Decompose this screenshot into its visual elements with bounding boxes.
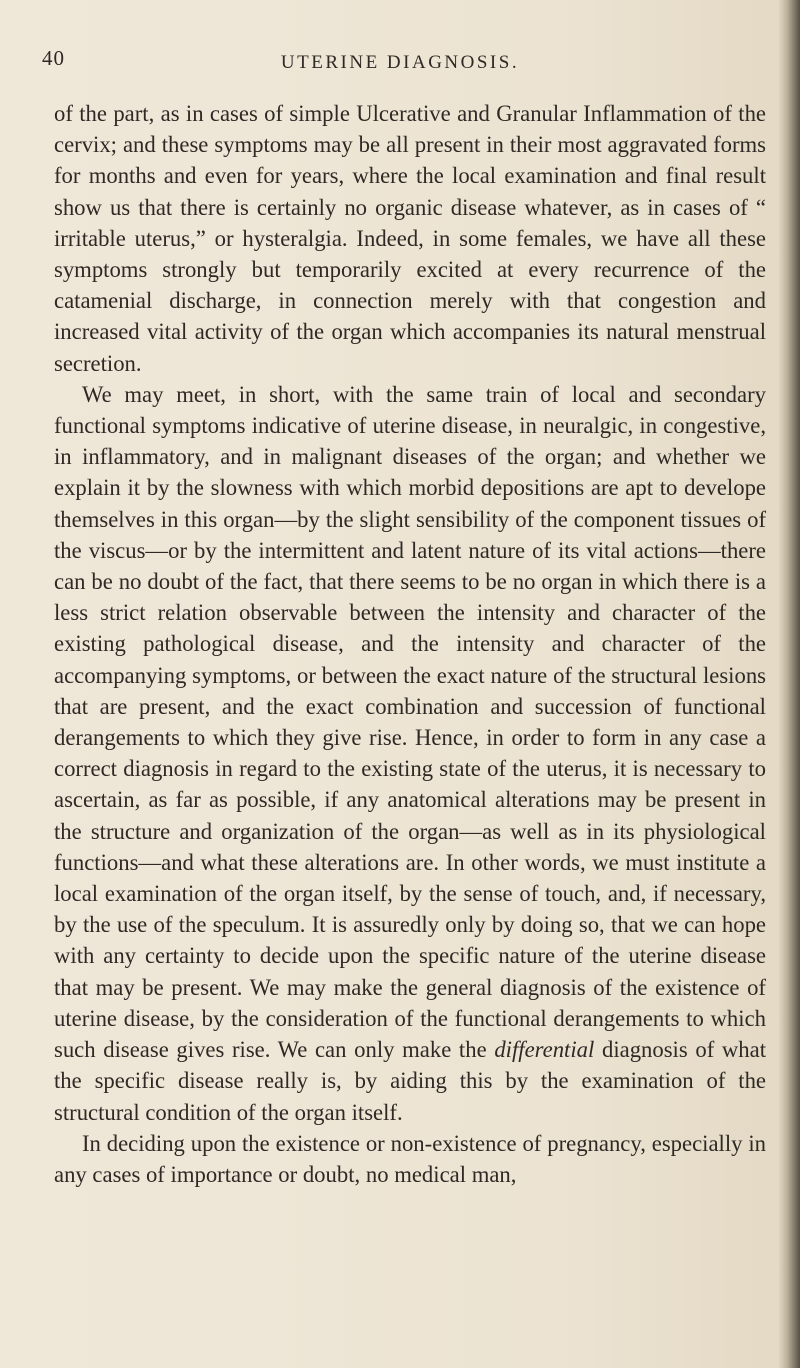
running-title: UTERINE DIAGNOSIS. — [280, 52, 520, 73]
emphasis-differential: differential — [494, 1037, 595, 1063]
paragraph-2-text: We may meet, in short, with the same train of local and secondary functional symptoms indicative of uterine disease, in neuralgic, in congestive, in inflammatory, and in malignant diseases of the organ; and whether we explain it by the slowness with which morbid depositions are apt to develope themselves in this organ—by the slight sensibility of the component tissues of the viscus—or by the intermittent and latent nature of its vital actions—there can be no doubt of the fact, that there seems to be no organ in which there is a less strict relation observable between the intensity and character of the existing pathological disease, and the intensity and character of the accompanying symptoms, or between the exact nature of the structural lesions that are present, and the exact combination and succession of functional derangements to which they give rise. Hence, in order to form in any case a correct diagnosis in regard to the existing state of the uterus, it is necessary to ascertain, as far as possible, if any anatomical alterations may be present in the structure and organization of the organ—as well as in its physiological functions—and what these alterations are. In other words, we must institute a local examination of the organ itself, by the sense of touch, and, if necessary, by the use of the speculum. It is assuredly only by doing so, that we can hope with any certainty to decide upon the specific nature of the uterine disease that may be present. We may make the general diagnosis of the existence of uterine disease, by the consideration of the functional derangements to which such disease gives rise. We can only make the — [54, 381, 766, 1063]
paragraph-1: of the part, as in cases of simple Ulcerative and Granular Inflammation of the cervix; and these symptoms may be all present in their most aggravated forms for months and even for years, where the local examination and final result show us that there is certainly no organic disease whatever, as in cases of “ irritable uterus,” or hysteralgia. Indeed, in some females, we have all these symptoms strongly but temporarily excited at every recurrence of the catamenial discharge, in connection merely with that congestion and increased vital activity of the organ which accompanies its natural menstrual secretion. — [54, 101, 766, 376]
page-number: 40 — [42, 46, 65, 70]
paragraph-3: In deciding upon the existence or non-existence of pregnancy, especially in any cases of importance or doubt, no medical man, — [54, 1130, 766, 1187]
paragraph-2 — [54, 379, 766, 1128]
paragraph-2-text-after: diagnosis of what the specific disease really is, by aiding this by the examination of the structural condition of the organ itself. — [54, 1037, 767, 1125]
page-edge-shadow — [778, 0, 800, 1368]
body-text — [54, 98, 766, 1190]
